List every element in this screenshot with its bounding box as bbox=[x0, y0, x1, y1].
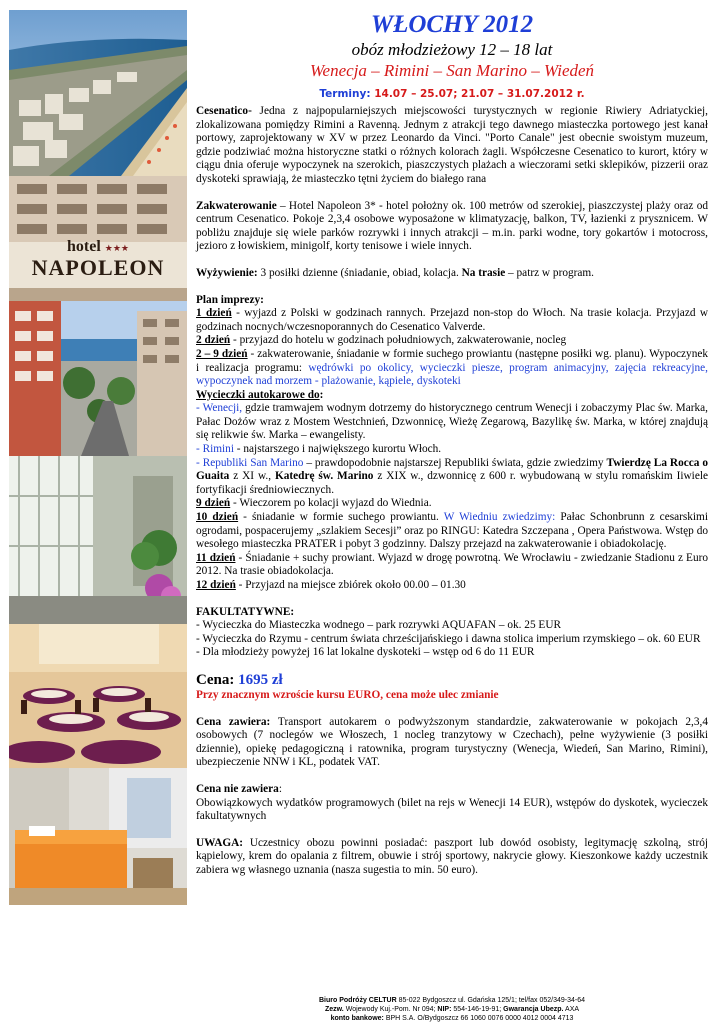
excludes-colon: : bbox=[278, 782, 282, 795]
photo-coastline bbox=[9, 10, 187, 176]
day2-9-text: - zakwaterowanie, śniadanie w formie suchego prowiantu (następne posiłki wg. planu). Wypoczynek i realizacja programu: bbox=[196, 347, 709, 374]
terms-label: Terminy: bbox=[319, 88, 371, 100]
footer-bank-label: konto bankowe: bbox=[330, 1015, 384, 1022]
venice-text: gdzie tramwajem wodnym dotrzemy do historycznego centrum Wenecji i zobaczymy Plac św. Marka, Pałac Dożów wraz z Mostem Westchnień, Dzwonnicę, Wieżę Zegarową, Bazylikę św. Marka, w której znajdują się relikwie św. Marka – ewangelisty. bbox=[196, 402, 708, 442]
price-label: Cena: bbox=[196, 671, 239, 688]
photo-dining-room bbox=[9, 624, 187, 768]
wycieczki-label: Wycieczki autokarowe do bbox=[196, 388, 320, 401]
photo-street-sea bbox=[9, 301, 187, 456]
optional-item: - Wycieczka do Miasteczka wodnego – park rozrywki AQUAFAN – ok. 25 EUR bbox=[196, 619, 562, 632]
terms-line bbox=[196, 85, 708, 103]
plan-day1 bbox=[196, 307, 708, 334]
san-marino-text3: z XIX w., dzwonnicę z 600 r. wybudowaną w stylu romańskim Iiwiele fortyfikacji średniowiecznych. bbox=[196, 470, 708, 496]
price-value: 1695 zł bbox=[238, 671, 283, 688]
cesenatico-text: Jedna z najpopularniejszych miejscowości turystycznych w regionie Riwiery Adriatyckiej, zlokalizowana pomiędzy Rimini a Ravenną. Jednym z atrakcji tego dawnego miasteczka portowego jest kanał portowy, zaprojektowany w XV w przez Leonardo da Vinci. "Porto Canale" jest obecnie swoistym muzeum, gdzie podziwiać można historyczne statki o różnych kolorach żagli. Współczesne Cesenatico to kurort, który w ciągu dnia oferuje wypoczynek na szerokich, piaszczystych plażach a wieczorami setki sklepików, pizzerii oraz dyskoteki sprawiają, że miasteczko tętni życiem do białego rana bbox=[196, 105, 708, 185]
wyzywienie-label: Wyżywienie: bbox=[196, 266, 258, 279]
trip-san-marino bbox=[196, 457, 708, 498]
day9-text: - Wieczorem po kolacji wyjazd do Wiednia. bbox=[230, 497, 432, 510]
day10-label: 10 dzień bbox=[196, 511, 239, 524]
plan-day10 bbox=[196, 511, 708, 552]
wyzywienie-text: 3 posiłki dzienne (śniadanie, obiad, kolacja. bbox=[257, 266, 462, 279]
day2-9-label: 2 – 9 dzień bbox=[196, 347, 248, 360]
footer-bank: BPH S.A. O/Bydgoszcz 66 1060 0076 0000 4012 0004 4713 bbox=[383, 1015, 574, 1022]
venice-label: - Wenecji, bbox=[196, 402, 243, 415]
route-line: Wenecja – Rimini – San Marino – Wiedeń bbox=[309, 61, 595, 80]
zakwaterowanie-text: – Hotel Napoleon 3* - hotel położny ok. 100 metrów od szerokiej, piaszczystej plaży oraz od centrum Cesenatico. Pokoje 2,3,4 osobowe wyposażone w klimatyzację, balkon, TV, łazienki z prysznicem. W pobliżu znajduje się wiele parków rozrywki i innych atrakcji – m.in. parki wodne, tory gokartów i motocross, jezioro z łowiskiem, minigolf, korty tenisowe i wiele innych. bbox=[196, 199, 708, 253]
hotel-sign-line2: NAPOLEON bbox=[31, 255, 165, 280]
plan-heading-text: Plan imprezy: bbox=[196, 293, 264, 306]
plan-day2-9 bbox=[196, 348, 708, 389]
photo-hotel-room bbox=[9, 768, 187, 905]
san-marino-cathedral: Katedrę św. Marino bbox=[274, 470, 374, 483]
footer-nip: 554-146-19-91; bbox=[451, 1006, 504, 1013]
footer-zezw: Wojewody Kuj.-Pom. Nr 094; bbox=[343, 1006, 438, 1013]
optional-heading bbox=[196, 606, 708, 620]
includes-label: Cena zawiera: bbox=[196, 715, 271, 728]
includes-paragraph bbox=[196, 716, 708, 770]
cesenatico-label: Cesenatico- bbox=[196, 105, 252, 117]
photo-hotel-facade bbox=[9, 176, 187, 301]
hotel-sign-line1: hotel bbox=[67, 238, 101, 255]
excludes-heading bbox=[196, 783, 708, 797]
excludes-text: Obowiązkowych wydatków programowych (bilet na rejs w Wenecji 14 EUR), wstępów do dyskotek, wycieczek fakultatywnych bbox=[196, 796, 708, 823]
day10-text2: Pałac Schonbrunn z cesarskimi ogrodami, pospacerujemy „szlakiem Secesji” oraz po RINGU: Katedra Szczepana , Opera Państwowa. Wstęp do wesołego miasteczka PRATER i pobyt 3 godzinny. Dalszy przejazd na zakwaterowanie i obiadokolację. bbox=[196, 511, 708, 551]
wyzywienie-trasa: Na trasie bbox=[461, 266, 506, 279]
day2-9-activities: wędrówki po okolicy, wycieczki piesze, program animacyjny, zajęcia rekreacyjne, wypoczynek nad morzem - plażowanie, kąpiele, dyskoteki bbox=[196, 361, 708, 388]
footer bbox=[196, 996, 708, 1023]
day2-label: 2 dzień bbox=[196, 334, 231, 347]
footer-company: Biuro Podróży CELTUR bbox=[319, 997, 397, 1004]
footer-nip-label: NIP: bbox=[437, 1006, 452, 1013]
san-marino-text2: z XI w., bbox=[229, 470, 275, 483]
cesenatico-paragraph bbox=[196, 105, 708, 187]
page-title: WŁOCHY 2012 bbox=[370, 11, 534, 38]
wyzywienie-text2: – patrz w program. bbox=[505, 266, 595, 279]
main-text-column bbox=[196, 10, 708, 878]
day2-text: - przyjazd do hotelu w godzinach południowych, zakwaterowanie, nocleg bbox=[230, 334, 567, 347]
hotel-sign-stars: ★★★ bbox=[104, 243, 129, 253]
day12-label: 12 dzień bbox=[196, 579, 236, 591]
photo-column bbox=[9, 10, 187, 905]
plan-day11 bbox=[196, 552, 708, 579]
day1-text: - wyjazd z Polski w godzinach rannych. Przejazd non-stop do Włoch. Na trasie kolacja. Przyjazd w godzinach nocnych/wczesnoporannych do Cesenatico Valverde. bbox=[196, 307, 708, 333]
san-marino-fortress: Twierdzę La Rocca o Guaita bbox=[196, 456, 708, 483]
day12-text: - Przyjazd na miejsce zbiórek około 00.00 – 01.30 bbox=[235, 579, 466, 591]
price-note bbox=[196, 689, 708, 703]
san-marino-label: - Republiki San Marino bbox=[196, 456, 304, 469]
trip-venice bbox=[196, 402, 708, 443]
terms-dates: 14.07 – 25.07; 21.07 – 31.07.2012 r. bbox=[374, 88, 585, 100]
day10-text1: - śniadanie w formie suchego prowiantu. bbox=[238, 511, 444, 524]
footer-line1 bbox=[196, 996, 708, 1005]
rimini-text: - najstarszego i największego kurortu Włoch. bbox=[233, 443, 442, 456]
plan-day2 bbox=[196, 334, 708, 348]
zakwaterowanie-label: Zakwaterowanie bbox=[196, 199, 277, 212]
day11-text: - Śniadanie + suchy prowiant. Wyjazd w drogę powrotną. We Wrocławiu - zwiedzanie Stadionu z Euro 2012. Na trasie obiadokolacja. bbox=[196, 551, 709, 578]
rimini-label: - Rimini bbox=[196, 443, 234, 456]
includes-text: Transport autokarem o podwyższonym standardzie, zakwaterowanie w pokojach 2,3,4 osobowych (7 noclegów we Włoszech, 1 nocleg tranzytowy w Czechach), pełne wyżywienie (3 posiłki dziennie), opiekę pedagogiczną i ratownika, program turystyczny (Wenecja, Wiedeń, San Marino, Rimini), ubezpieczenie NNW i KL, podatek VAT. bbox=[196, 715, 709, 769]
san-marino-text1: – prawdopodobnie najstarszej Republiki świata, gdzie zwiedzimy bbox=[303, 456, 607, 469]
day11-label: 11 dzień bbox=[196, 551, 236, 564]
wycieczki-heading bbox=[196, 389, 708, 403]
excludes-label: Cena nie zawiera bbox=[196, 782, 279, 795]
day10-vienna: W Wiedniu zwiedzimy: bbox=[443, 511, 556, 524]
footer-line3 bbox=[196, 1014, 708, 1023]
wycieczki-colon: : bbox=[319, 388, 324, 401]
notice-text: Uczestnicy obozu powinni posiadać: paszport lub dowód osobisty, legitymację szkolną, strój kąpielowy, krem do opalania z filtrem, obuwie i strój sportowy, nakrycie głowy. Kieszonkowe każdy uczestnik zabiera wg własnego uznania (nasza sugestia to min. 50 euro). bbox=[196, 836, 708, 876]
page-subtitle: obóz młodzieżowy 12 – 18 lat bbox=[351, 40, 553, 59]
optional-item: - Wycieczka do Rzymu - centrum świata chrześcijańskiego i dawna stolica imperium rzymskiego – ok. 60 EUR bbox=[196, 632, 701, 645]
optional-heading-text: FAKULTATYWNE: bbox=[196, 605, 295, 618]
optional-item: - Dla młodzieży powyżej 16 lat lokalne dyskoteki – wstęp od 6 do 11 EUR bbox=[196, 646, 535, 659]
notice-label: UWAGA: bbox=[196, 836, 244, 849]
notice-paragraph bbox=[196, 837, 708, 878]
trip-rimini bbox=[196, 443, 708, 457]
footer-insurance-label: Gwarancja Ubezp. bbox=[503, 1006, 564, 1013]
day1-label: 1 dzień bbox=[196, 307, 232, 320]
price-line bbox=[196, 671, 708, 689]
day9-label: 9 dzień bbox=[196, 497, 231, 510]
plan-day9 bbox=[196, 497, 708, 511]
photo-interior-hall bbox=[9, 456, 187, 624]
footer-zezw-label: Zezw. bbox=[324, 1006, 344, 1013]
plan-heading bbox=[196, 294, 708, 308]
price-note-text: Przy znacznym wzroście kursu EURO, cena może ulec zmianie bbox=[196, 688, 499, 701]
footer-insurance: AXA bbox=[563, 1006, 580, 1013]
wyzywienie-paragraph bbox=[196, 267, 708, 281]
zakwaterowanie-paragraph bbox=[196, 200, 708, 254]
footer-address: 85-022 Bydgoszcz ul. Gdańska 125/1; tel/fax 052/349-34-64 bbox=[396, 997, 585, 1004]
footer-line2 bbox=[196, 1005, 708, 1014]
plan-day12 bbox=[196, 579, 708, 593]
